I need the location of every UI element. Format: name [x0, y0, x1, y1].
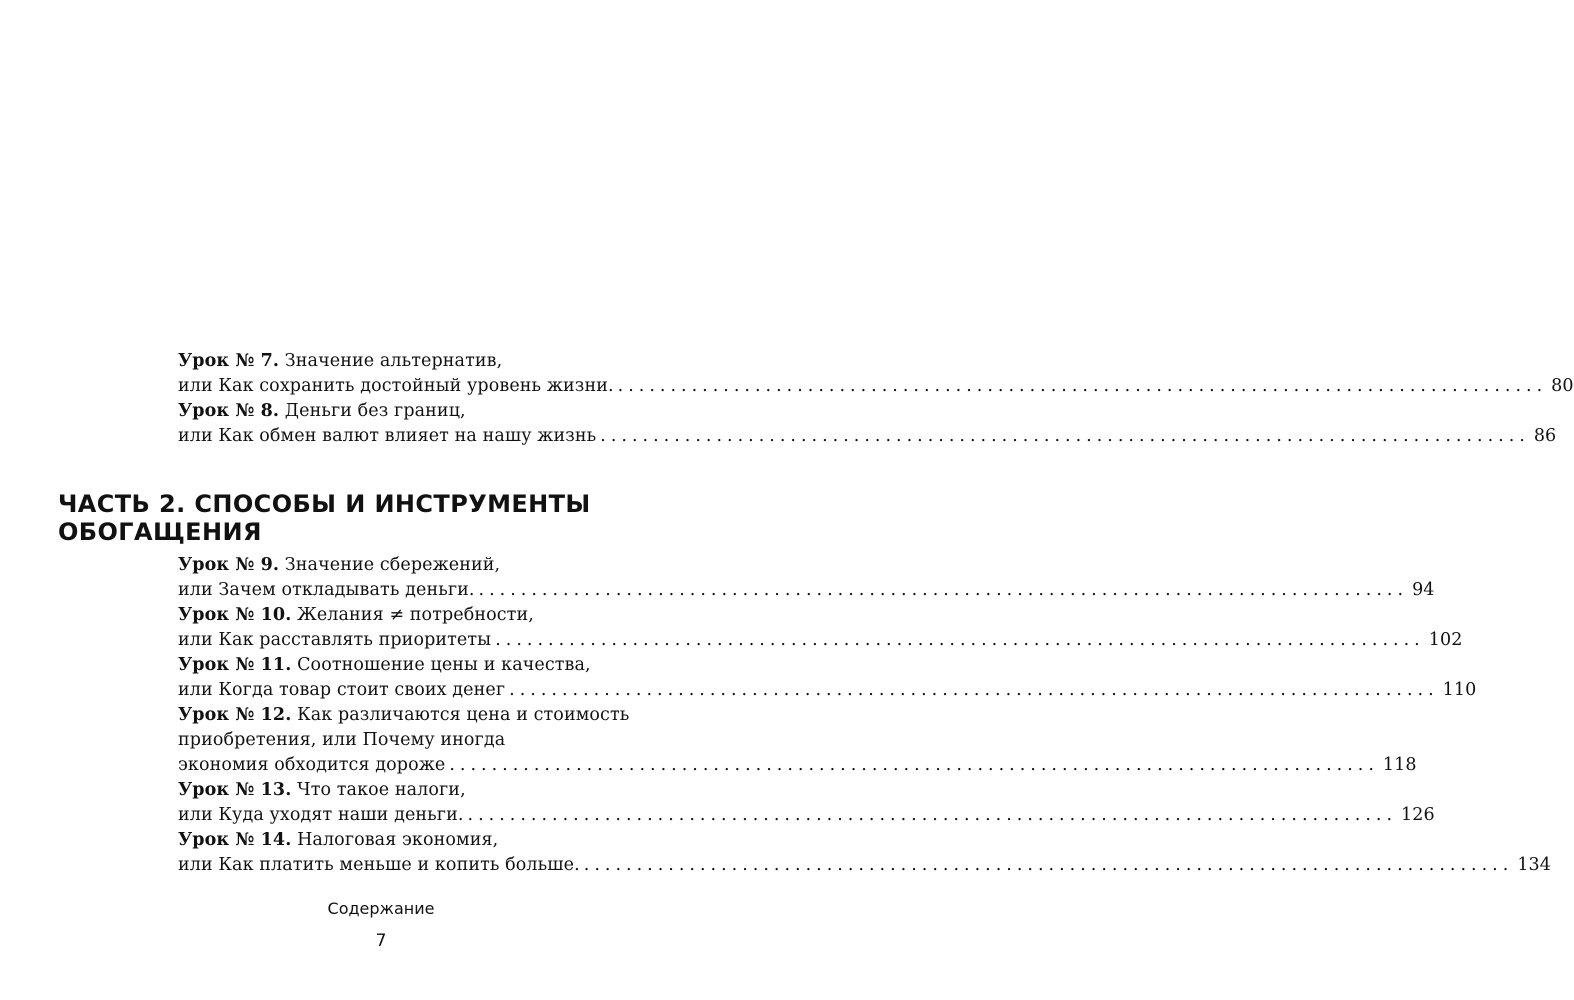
lesson-title: Деньги без границ,: [279, 401, 466, 421]
toc-entry-title-line: [178, 778, 702, 803]
page-number: 102: [1428, 630, 1463, 650]
lesson-subtitle: или Куда уходят наши деньги.: [178, 805, 464, 825]
page-number: 126: [1401, 805, 1435, 825]
toc-entry-lesson-9: [178, 553, 1435, 603]
lesson-label: Урок № 8.: [178, 401, 280, 421]
toc-entry-leader-line: [178, 424, 1557, 449]
dot-leader: ........................................................................................: [449, 755, 1379, 775]
toc-entry-lesson-11: [178, 653, 1477, 703]
page-number: 80: [1551, 376, 1574, 396]
toc-entry-lesson-8: [178, 399, 1557, 449]
toc-entry-title-line: [178, 653, 702, 678]
toc-entry-title-continuation: приобретения, или Почему иногда: [178, 730, 506, 750]
dot-leader: ........................................................................................: [509, 680, 1439, 700]
lesson-subtitle: или Как платить меньше и копить больше.: [178, 855, 580, 875]
lesson-label: Урок № 10.: [178, 605, 292, 625]
toc-entry-lesson-13: [178, 778, 1435, 828]
folio-page-number: 7: [375, 931, 387, 951]
dot-leader: ........................................................................................: [495, 630, 1425, 650]
lesson-subtitle: или Когда товар стоит своих денег: [178, 680, 506, 700]
part-heading-line-1: ЧАСТЬ 2. СПОСОБЫ И ИНСТРУМЕНТЫ: [58, 490, 591, 518]
dot-leader: ........................................................................................: [467, 805, 1398, 825]
lesson-subtitle: экономия обходится дороже: [178, 755, 446, 775]
lesson-title: Соотношение цены и качества,: [291, 655, 591, 675]
toc-entry-lesson-10: [178, 603, 1463, 653]
toc-block-part1-end: [178, 349, 1574, 449]
toc-entry-lesson-14: [178, 828, 1552, 878]
lesson-label: Урок № 13.: [178, 780, 292, 800]
lesson-subtitle: или Зачем откладывать деньги.: [178, 580, 475, 600]
toc-entry-leader-line: [178, 753, 1417, 778]
part-heading-line-2: ОБОГАЩЕНИЯ: [58, 518, 262, 546]
toc-entry-title-line: [178, 703, 702, 728]
lesson-title: Значение альтернатив,: [279, 351, 503, 371]
toc-entry-leader-line: [178, 628, 1463, 653]
toc-entry-lesson-7: [178, 349, 1574, 399]
page-number: 94: [1412, 580, 1435, 600]
toc-entry-leader-line: [178, 853, 1552, 878]
lesson-title: Налоговая экономия,: [291, 830, 499, 850]
lesson-title: Желания ≠ потребности,: [291, 605, 534, 625]
lesson-label: Урок № 11.: [178, 655, 292, 675]
toc-entry-title-line: [178, 603, 702, 628]
toc-entry-leader-line: [178, 803, 1435, 828]
part-heading: [58, 490, 718, 546]
dot-leader: ........................................................................................: [478, 580, 1409, 600]
lesson-title: Значение сбережений,: [279, 555, 501, 575]
toc-entry-leader-line: [178, 678, 1477, 703]
toc-entry-leader-line: [178, 578, 1435, 603]
lesson-label: Урок № 9.: [178, 555, 280, 575]
lesson-label: Урок № 14.: [178, 830, 292, 850]
toc-block-part2: [178, 553, 1552, 878]
toc-entry-title-line: [178, 349, 702, 374]
toc-entry-title-line: [178, 828, 702, 853]
page-number: 134: [1517, 855, 1552, 875]
lesson-label: Урок № 7.: [178, 351, 280, 371]
page-number: 118: [1382, 755, 1417, 775]
running-footer-section-title: Содержание: [327, 899, 435, 918]
lesson-subtitle: или Как обмен валют влияет на нашу жизнь: [178, 426, 597, 446]
toc-entry-leader-line: [178, 374, 1574, 399]
page-number: 110: [1442, 680, 1477, 700]
toc-entry-title-line: [178, 399, 702, 424]
page-number: 86: [1533, 426, 1557, 446]
dot-leader: ........................................................................................: [617, 376, 1548, 396]
lesson-label: Урок № 12.: [178, 705, 292, 725]
lesson-subtitle: или Как сохранить достойный уровень жизни.: [178, 376, 614, 396]
dot-leader: ........................................................................................: [583, 855, 1514, 875]
lesson-subtitle: или Как расставлять приоритеты: [178, 630, 492, 650]
toc-entry-lesson-12: [178, 703, 1417, 778]
lesson-title: Как различаются цена и стоимость: [291, 705, 630, 725]
lesson-title: Что такое налоги,: [291, 780, 466, 800]
toc-entry-title-line: [178, 553, 702, 578]
dot-leader: ........................................................................................: [600, 426, 1530, 446]
